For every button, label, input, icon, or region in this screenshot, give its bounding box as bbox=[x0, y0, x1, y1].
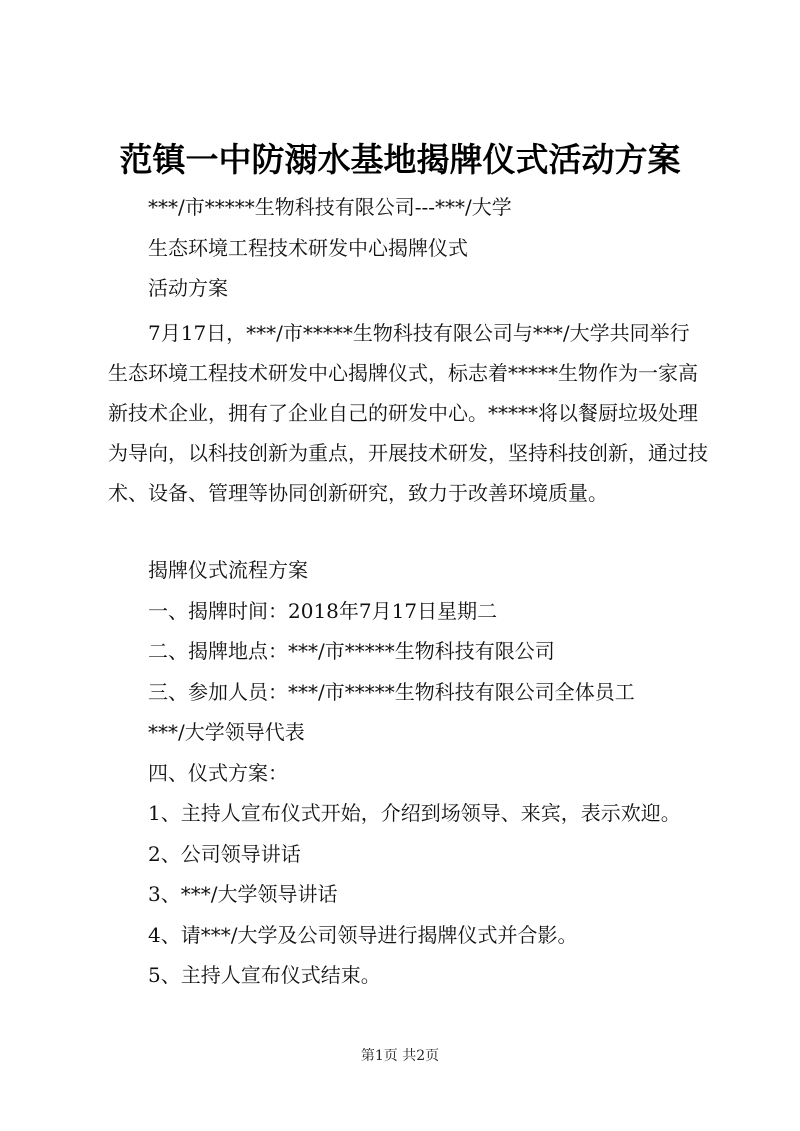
list-item-time: 一、揭牌时间：2018年7月17日星期二 bbox=[148, 599, 498, 623]
document-title: 范镇一中防溺水基地揭牌仪式活动方案 bbox=[119, 140, 681, 179]
list-item-step-1: 1、主持人宣布仪式开始，介绍到场领导、来宾，表示欢迎。 bbox=[148, 801, 681, 825]
list-item-step-5: 5、主持人宣布仪式结束。 bbox=[148, 963, 381, 987]
list-item-attendees-continued: ***/大学领导代表 bbox=[148, 720, 305, 744]
list-item-step-3: 3、***/大学领导讲话 bbox=[148, 882, 338, 906]
subtitle-line-2: 生态环境工程技术研发中心揭牌仪式 bbox=[148, 236, 468, 260]
list-item-step-4: 4、请***/大学及公司领导进行揭牌仪式并合影。 bbox=[148, 923, 578, 947]
section-heading: 揭牌仪式流程方案 bbox=[148, 558, 308, 582]
page-footer: 第1页 共2页 bbox=[360, 1048, 440, 1064]
subtitle-line-1: ***/市*****生物科技有限公司---***/大学 bbox=[148, 195, 512, 219]
list-item-step-2: 2、公司领导讲话 bbox=[148, 842, 301, 866]
list-item-ceremony-plan: 四、仪式方案： bbox=[148, 761, 288, 785]
list-item-attendees: 三、参加人员：***/市*****生物科技有限公司全体员工 bbox=[148, 680, 635, 704]
list-item-location: 二、揭牌地点：***/市*****生物科技有限公司 bbox=[148, 639, 555, 663]
subtitle-line-3: 活动方案 bbox=[148, 276, 228, 300]
intro-paragraph: 7月17日，***/市*****生物科技有限公司与***/大学共同举行生态环境工程技术研发中心揭牌仪式，标志着*****生物作为一家高新技术企业，拥有了企业自己的研发中心。*****将以餐厨垃圾处理为导向，以科技创新为重点，开展技术研发，坚持科技创新，通过技术、设备、管理等协同创新研究，致力于改善环境质量。 bbox=[108, 321, 708, 505]
